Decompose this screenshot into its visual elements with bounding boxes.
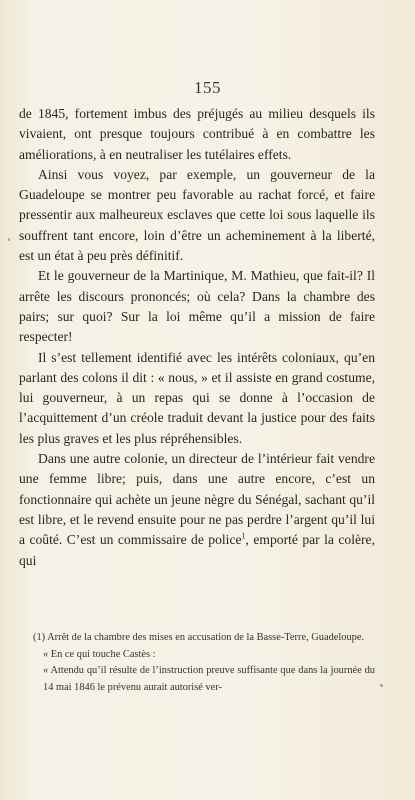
paragraph-2: Ainsi vous voyez, par exemple, un gouverneur de la Guadeloupe se montrer peu favorable au rachat forcé, et faire pressentir aux malheureux esclaves que cette loi sous laquelle ils souffrent tant encore, loin d’être un acheminement à la liberté, est un état à peu près définitif.: [19, 166, 375, 264]
paragraph-5-text: Dans une autre colonie, un directeur de l’intérieur fait vendre une femme libre; puis, dans une autre encore, c’est un fonctionnaire qui achète un jeune nègre du Sénégal, sachant qu’il est libre, et le revend ensuite pour ne pas perdre l’argent qu’il lui a coûté. C’est un commissaire de police: [19, 451, 375, 548]
footnote-quote-1: « En ce qui touche Castès :: [43, 648, 156, 660]
paper-speck: [8, 238, 10, 241]
paragraph-5-continuation: , emporté par la colère, qui: [19, 532, 375, 568]
paragraph-1: de 1845, fortement imbus des préjugés au milieu desquels ils vivaient, ont presque toujours contribué à en combattre les améliorations, à en neutraliser les tutélaires effets.: [19, 106, 375, 162]
footnote-1: (1) Arrêt de la chambre des mises en accusation de la Basse-Terre, Guadeloupe.: [33, 632, 365, 643]
paragraph-5: [19, 449, 375, 571]
footnotes: [33, 630, 375, 696]
footnote-reference: 1: [241, 531, 246, 541]
paragraph-4: Il s’est tellement identifié avec les intérêts coloniaux, qu’en parlant des colons il dit : « nous, » et il assiste en grand costume, lui gouverneur, à un repas qui se donne à l’occasion de l’acquittement d’un créole traduit devant la justice pour des faits les plus graves et les plus répréhensibles.: [19, 349, 375, 446]
body-text: [19, 104, 375, 571]
page-number: 155: [194, 78, 221, 97]
paper-speck: [380, 684, 383, 687]
paragraph-3: Et le gouverneur de la Martinique, M. Mathieu, que fait-il? Il arrête les discours prononcés; où cela? Dans la chambre des pairs; sur quoi? Sur la loi même qu’il a mission de faire respecter!: [19, 268, 375, 345]
footnote-quote-2: « Attendu qu’il résulte de l’instruction preuve suffisante que dans la journée du 14 mai 1846 le prévenu aurait autorisé ver-: [43, 665, 375, 693]
